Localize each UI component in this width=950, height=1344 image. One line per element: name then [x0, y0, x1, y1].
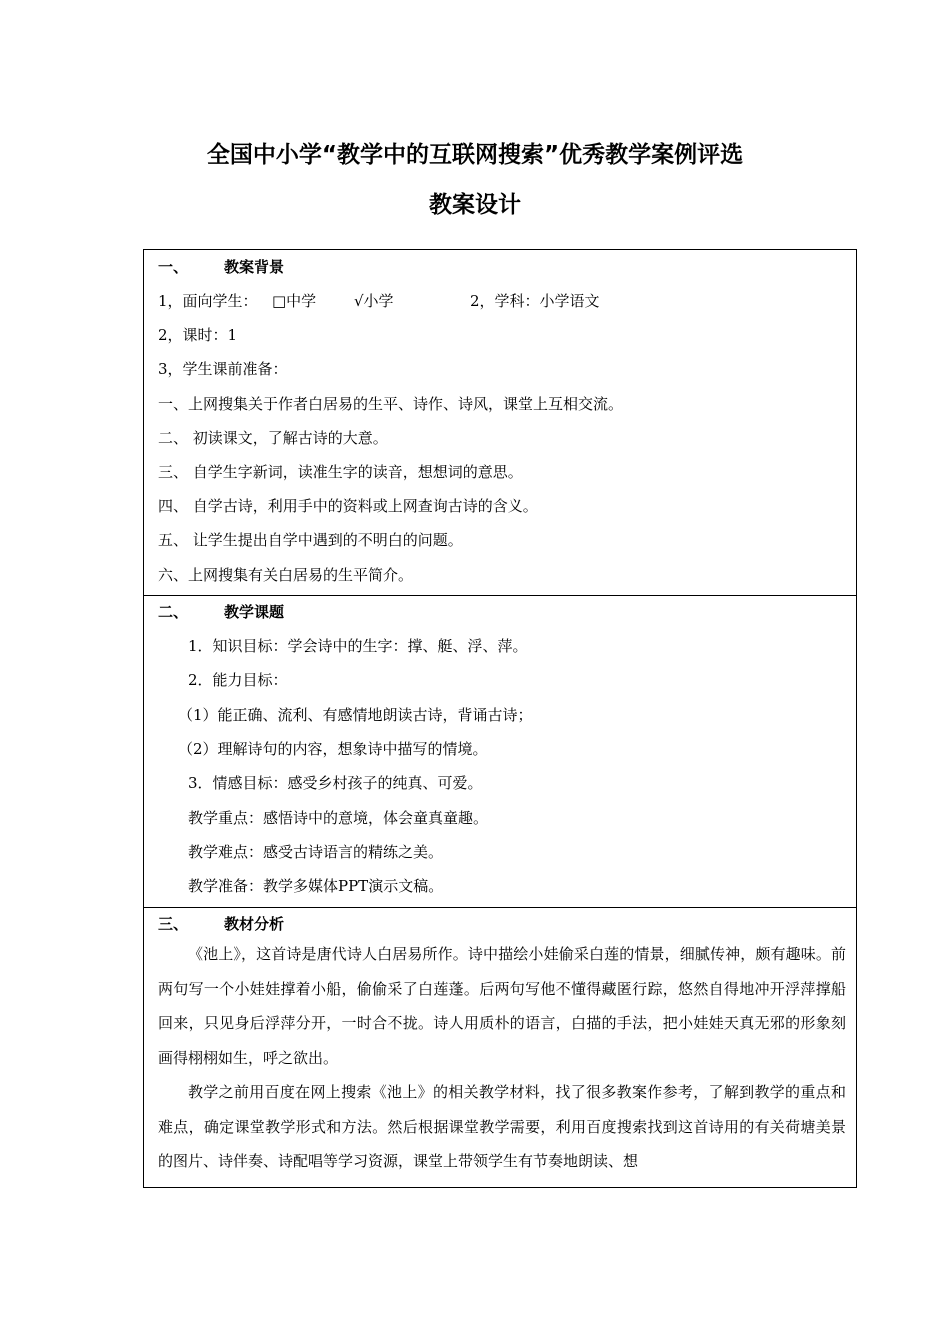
- class-hours: 2，课时：1: [158, 326, 238, 344]
- list-item: 一、上网搜集关于作者白居易的生平、诗作、诗风，课堂上互相交流。: [158, 395, 624, 413]
- list-item: 教学重点：感悟诗中的意境，体会童真童趣。: [188, 809, 489, 827]
- lesson-plan-table: [143, 249, 857, 1188]
- section-title: 教案背景: [224, 258, 285, 276]
- option-middle-school: □中学: [272, 292, 317, 310]
- list-item: 六、上网搜集有关白居易的生平简介。: [158, 566, 414, 584]
- list-item: （1）能正确、流利、有感情地朗读古诗，背诵古诗；: [178, 706, 533, 724]
- list-item: 五、 让学生提出自学中遇到的不明白的问题。: [158, 531, 463, 549]
- section-number: 一、: [158, 258, 189, 276]
- section-number: 二、: [158, 603, 189, 621]
- section-heading: [158, 913, 846, 934]
- section-heading: [158, 256, 846, 277]
- list-item: 四、 自学古诗，利用手中的资料或上网查询古诗的含义。: [158, 497, 538, 515]
- list-item: 二、 初读课文，了解古诗的大意。: [158, 429, 388, 447]
- list-item: 2．能力目标：: [188, 671, 288, 689]
- section-number: 三、: [158, 915, 189, 933]
- audience-label: 1，面向学生：: [158, 292, 258, 310]
- paragraph: 教学之前用百度在网上搜索《池上》的相关教学材料，找了很多教案作参考，了解到教学的重点和难点，确定课堂教学形式和方法。然后根据课堂教学需要，利用百度搜索找到这首诗用的有关荷塘美景的图片、诗伴奏、诗配唱等学习资源，课堂上带领学生有节奏地朗读、想: [158, 1083, 846, 1170]
- section-background: [144, 250, 856, 595]
- audience-line: [158, 290, 846, 311]
- list-item: 三、 自学生字新词，读准生字的读音，想想词的意思。: [158, 463, 523, 481]
- section-heading: [158, 601, 846, 622]
- document-title: 全国中小学“教学中的互联网搜索”优秀教学案例评选: [206, 142, 744, 168]
- list-item: 教学难点：感受古诗语言的精练之美。: [188, 843, 444, 861]
- list-item: 教学准备：教学多媒体PPT演示文稿。: [188, 877, 444, 895]
- list-item: 1．知识目标：学会诗中的生字：撑、艇、浮、萍。: [188, 637, 528, 655]
- section-analysis: [144, 907, 856, 1187]
- section-title: 教材分析: [224, 915, 285, 933]
- prep-heading: 3，学生课前准备：: [158, 360, 288, 378]
- section-topic: [144, 595, 856, 908]
- subject-field: 2，学科：小学语文: [470, 292, 600, 310]
- list-item: （2）理解诗句的内容，想象诗中描写的情境。: [178, 740, 488, 758]
- option-primary-school: √小学: [354, 292, 394, 310]
- paragraph: 《池上》，这首诗是唐代诗人白居易所作。诗中描绘小娃偷采白莲的情景，细腻传神，颇有趣味。前两句写一个小娃娃撑着小船，偷偷采了白莲蓬。后两句写他不懂得藏匿行踪，悠然自得地冲开浮萍撑船回来，只见身后浮萍分开，一时合不拢。诗人用质朴的语言，白描的手法，把小娃娃天真无邪的形象刻画得栩栩如生，呼之欲出。: [158, 945, 846, 1067]
- section-title: 教学课题: [224, 603, 285, 621]
- list-item: 3．情感目标：感受乡村孩子的纯真、可爱。: [188, 774, 483, 792]
- document-subtitle: 教案设计: [429, 192, 521, 218]
